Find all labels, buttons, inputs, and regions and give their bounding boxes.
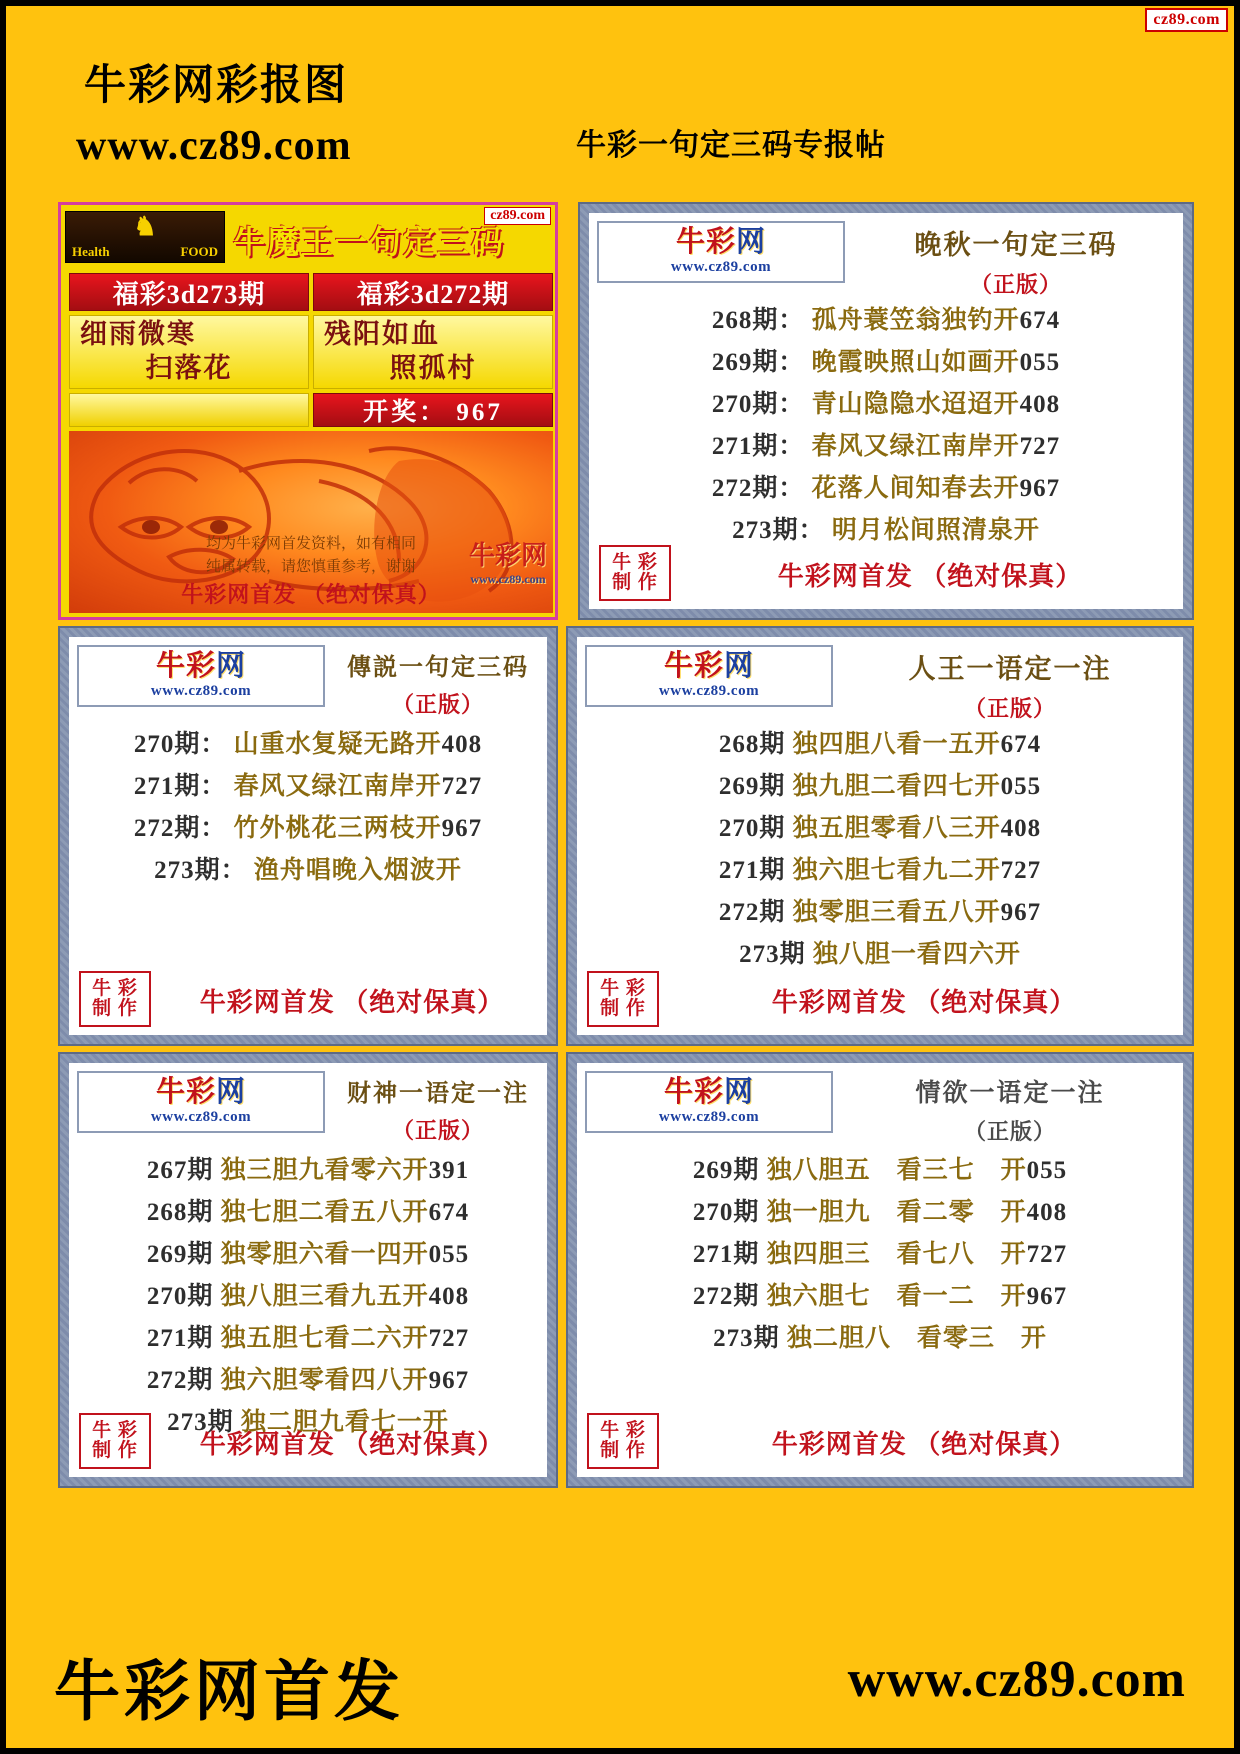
list-item: 269期 独九胆二看四七开055 xyxy=(718,773,1042,800)
hero-poem-row xyxy=(69,315,553,389)
hero-fineprint xyxy=(69,533,553,611)
card-title: 晚秋一句定三码 xyxy=(914,230,1118,260)
list-item: 269期： 晚霞映照山如画开055 xyxy=(711,349,1061,376)
card-title-block xyxy=(341,647,535,719)
card-caishen xyxy=(58,1052,558,1488)
list-item: 273期： 明月松间照清泉开 xyxy=(732,517,1040,544)
brand-name: 牛彩网 xyxy=(663,650,755,682)
card-promo: 牛彩网首发 （绝对保真） xyxy=(777,562,1083,591)
list-item: 272期 独零胆三看五八开967 xyxy=(718,899,1042,926)
card-promo: 牛彩网首发 （绝对保真） xyxy=(199,988,505,1017)
hero-promo: 牛彩网首发 （绝对保真） xyxy=(181,582,441,607)
card-promo: 牛彩网首发 （绝对保真） xyxy=(199,1430,505,1459)
list-item: 272期 独六胆零看四八开967 xyxy=(146,1367,470,1394)
hero-draw-result: 开奖： 967 xyxy=(313,393,553,427)
footer-slogan: 牛彩网首发 xyxy=(54,1656,404,1729)
health-food-badge xyxy=(65,211,225,263)
page-footer xyxy=(6,1620,1234,1740)
card-title: 傳説一句定三码 xyxy=(347,655,529,681)
card-promo: 牛彩网首发 （绝对保真） xyxy=(771,988,1077,1017)
maker-stamp: 牛 彩 制 作 xyxy=(79,971,151,1027)
header-subtitle: 牛彩一句定三码专报帖 xyxy=(576,129,886,162)
card-promo: 牛彩网首发 （绝对保真） xyxy=(771,1430,1077,1459)
bull-head-icon: ♞ xyxy=(133,212,157,241)
prediction-list xyxy=(589,297,1183,549)
card-title-block xyxy=(861,223,1171,299)
card-edition: （正版） xyxy=(391,692,484,717)
list-item: 270期： 山重水复疑无路开408 xyxy=(133,731,483,758)
brand-name: 牛彩网 xyxy=(675,226,767,258)
card-title-block xyxy=(341,1073,535,1145)
brand-logo xyxy=(77,645,325,707)
brand-logo xyxy=(597,221,845,283)
list-item: 267期 独三胆九看零六开391 xyxy=(146,1157,470,1184)
brand-url: www.cz89.com xyxy=(150,683,252,699)
hero-poem-previous-line2: 照孤村 xyxy=(389,353,477,383)
footer-site-url: www.cz89.com xyxy=(847,1651,1186,1708)
list-item: 272期： 花落人间知春去开967 xyxy=(711,475,1061,502)
card-edition: （正版） xyxy=(963,696,1056,721)
list-item: 271期： 春风又绿江南岸开727 xyxy=(711,433,1061,460)
card-title: 财神一语定一注 xyxy=(347,1081,529,1107)
card-renwang xyxy=(566,626,1194,1046)
hero-poster xyxy=(58,202,558,620)
brand-name: 牛彩网 xyxy=(663,1076,755,1108)
page-header xyxy=(6,30,1234,180)
list-item: 268期 独七胆二看五八开674 xyxy=(146,1199,470,1226)
card-title: 人王一语定一注 xyxy=(908,654,1112,684)
list-item: 271期 独五胆七看二六开727 xyxy=(146,1325,470,1352)
list-item: 273期 独二胆九看七一开 xyxy=(167,1409,449,1436)
hero-blank-cell xyxy=(69,393,309,427)
list-item: 271期 独四胆三 看七八 开727 xyxy=(692,1241,1068,1268)
hero-poem-current-line1: 细雨微寒 xyxy=(80,319,196,350)
list-item: 272期： 竹外桃花三两枝开967 xyxy=(133,815,483,842)
brand-url: www.cz89.com xyxy=(658,1109,760,1125)
hero-issue-current: 福彩3d273期 xyxy=(69,273,309,311)
hero-result-row xyxy=(69,393,553,427)
card-edition: （正版） xyxy=(391,1118,484,1143)
hero-poem-current xyxy=(69,315,309,389)
card-edition: （正版） xyxy=(969,272,1062,297)
hero-title: 牛魔王一句定三码 xyxy=(233,224,506,260)
header-site-url: www.cz89.com xyxy=(76,123,352,169)
maker-stamp: 牛 彩 制 作 xyxy=(79,1413,151,1469)
card-title: 情欲一语定一注 xyxy=(915,1080,1105,1107)
hero-watermark: 牛彩网 www.cz89.com xyxy=(468,541,547,586)
brand-logo xyxy=(77,1071,325,1133)
maker-stamp: 牛 彩 制 作 xyxy=(587,971,659,1027)
hero-poem-previous-line1: 残阳如血 xyxy=(324,319,440,350)
list-item: 268期： 孤舟蓑笠翁独钓开674 xyxy=(711,307,1061,334)
brand-url: www.cz89.com xyxy=(670,259,772,275)
brand-logo xyxy=(585,645,833,707)
list-item: 270期 独一胆九 看二零 开408 xyxy=(692,1199,1068,1226)
page-title: 牛彩网彩报图 xyxy=(84,63,349,109)
card-wanqiu xyxy=(578,202,1194,620)
list-item: 271期 独六胆七看九二开727 xyxy=(718,857,1042,884)
card-title-block xyxy=(849,647,1171,723)
hero-poem-previous xyxy=(313,315,553,389)
brand-name: 牛彩网 xyxy=(155,1076,247,1108)
prediction-list xyxy=(69,1147,547,1441)
list-item: 270期： 青山隐隐水迢迢开408 xyxy=(711,391,1061,418)
card-title-block xyxy=(849,1073,1171,1146)
list-item: 272期 独六胆七 看一二 开967 xyxy=(692,1283,1068,1310)
prediction-list xyxy=(577,1147,1183,1357)
brand-url: www.cz89.com xyxy=(658,683,760,699)
brand-name: 牛彩网 xyxy=(155,650,247,682)
hero-issue-row xyxy=(69,273,553,311)
brand-url: www.cz89.com xyxy=(150,1109,252,1125)
list-item: 270期 独八胆三看九五开408 xyxy=(146,1283,470,1310)
brand-logo xyxy=(585,1071,833,1133)
badge-right-label: FOOD xyxy=(180,244,218,259)
prediction-list xyxy=(69,721,547,889)
maker-stamp: 牛 彩 制 作 xyxy=(587,1413,659,1469)
hero-fineprint-line1: 均为牛彩网首发资料，如有相同 xyxy=(205,536,416,552)
prediction-list xyxy=(577,721,1183,973)
hero-poem-current-line2: 扫落花 xyxy=(145,353,233,383)
site-logo-badge: cz89.com xyxy=(1145,8,1228,32)
card-edition: （正版） xyxy=(963,1119,1056,1144)
list-item: 270期 独五胆零看八三开408 xyxy=(718,815,1042,842)
maker-stamp: 牛 彩 制 作 xyxy=(599,545,671,601)
list-item: 271期： 春风又绿江南岸开727 xyxy=(133,773,483,800)
hero-site-logo: cz89.com xyxy=(484,207,551,225)
hero-artwork xyxy=(69,431,553,613)
list-item: 269期 独八胆五 看三七 开055 xyxy=(692,1157,1068,1184)
card-chuanshuo xyxy=(58,626,558,1046)
list-item: 273期 独八胆一看四六开 xyxy=(739,941,1021,968)
badge-left-label: Health xyxy=(72,244,110,259)
list-item: 269期 独零胆六看一四开055 xyxy=(146,1241,470,1268)
list-item: 273期： 渔舟唱晚入烟波开 xyxy=(154,857,462,884)
hero-fineprint-line2: 纯属转载，请您慎重参考，谢谢 xyxy=(205,558,416,575)
list-item: 273期 独二胆八 看零三 开 xyxy=(713,1325,1047,1352)
list-item: 268期 独四胆八看一五开674 xyxy=(718,731,1042,758)
hero-issue-previous: 福彩3d272期 xyxy=(313,273,553,311)
card-qingyu xyxy=(566,1052,1194,1488)
